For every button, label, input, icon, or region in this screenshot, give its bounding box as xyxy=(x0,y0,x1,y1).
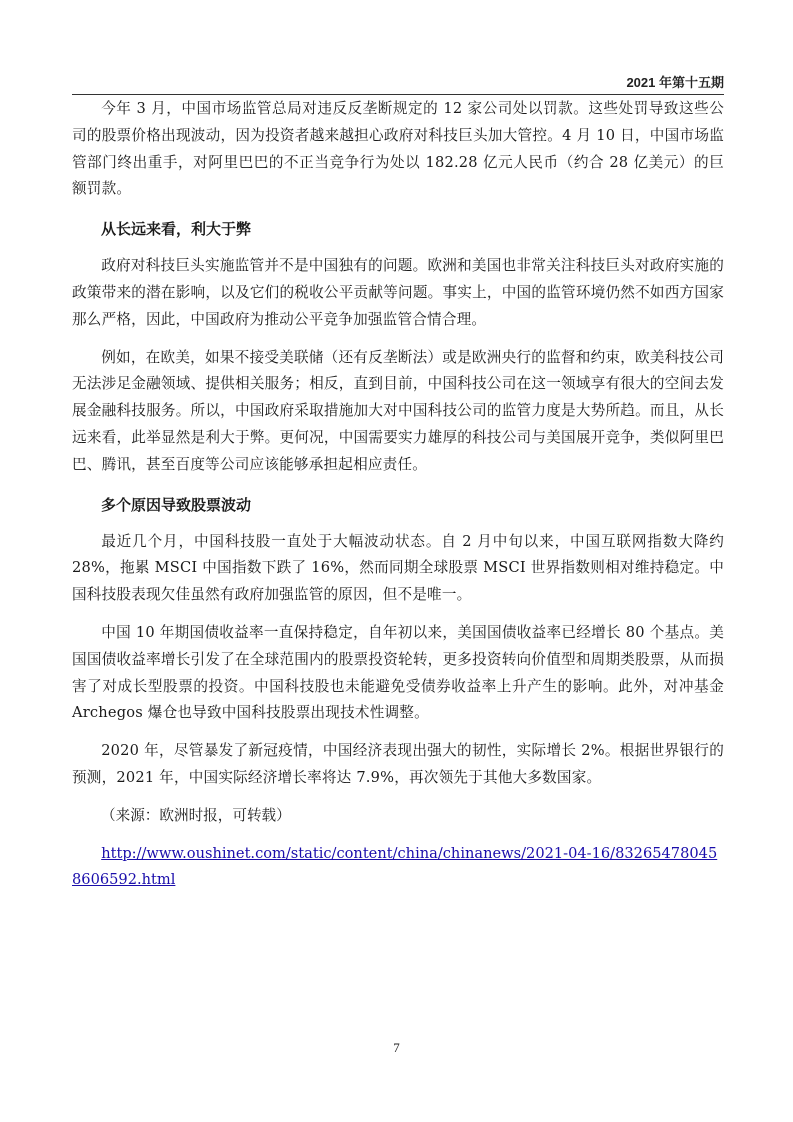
article-body xyxy=(72,96,724,894)
paragraph-regulation: 政府对科技巨头实施监管并不是中国独有的问题。欧洲和美国也非常关注科技巨头对政府实施的政策带来的潜在影响，以及它们的税收公平贡献等问题。事实上，中国的监管环境仍然不如西方国家那么严格，因此，中国政府为推动公平竞争加强监管合情合理。 xyxy=(72,257,724,328)
issue-label: 2021 年第十五期 xyxy=(626,75,724,90)
section-heading-long-term: 从长远来看，利大于弊 xyxy=(101,220,252,239)
paragraph-fines: 今年 3 月，中国市场监管总局对违反反垄断规定的 12 家公司处以罚款。这些处罚导致这些公司的股票价格出现波动，因为投资者越来越担心政府对科技巨头加大管控。4 月 10 日，中国市场监管部门终出重手，对阿里巴巴的不正当竞争行为处以 182.28 亿元人民币（约合 28 亿美元）的巨额罚款。 xyxy=(72,100,724,198)
page-header xyxy=(72,70,724,95)
paragraph-tech-stocks: 最近几个月，中国科技股一直处于大幅波动状态。自 2 月中旬以来，中国互联网指数大降约 28%，拖累 MSCI 中国指数下跌了 16%，然而同期全球股票 MSCI 世界指数则相对维持稳定。中国科技股表现欠佳虽然有政府加强监管的原因，但不是唯一。 xyxy=(72,532,724,604)
section-heading-volatility: 多个原因导致股票波动 xyxy=(101,495,252,514)
source-link[interactable]: http://www.oushinet.com/static/content/china/chinanews/2021-04-16/832654780458606592.html xyxy=(72,844,718,889)
page-number: 7 xyxy=(393,1040,400,1055)
paragraph-bond-yields: 中国 10 年期国债收益率一直保持稳定，自年初以来，美国国债收益率已经增长 80 个基点。美国国债收益率增长引发了在全球范围内的股票投资轮转，更多投资转向价值型和周期类股票，从而损害了对成长型股票的投资。中国科技股也未能避免受债券收益率上升产生的影响。此外，对冲基金 Archegos 爆仓也导致中国科技股票出现技术性调整。 xyxy=(72,623,724,722)
paragraph-growth: 2020 年，尽管暴发了新冠疫情，中国经济表现出强大的韧性，实际增长 2%。根据世界银行的预测，2021 年，中国实际经济增长率将达 7.9%，再次领先于其他大多数国家。 xyxy=(72,742,724,786)
source-link-paragraph xyxy=(72,841,724,894)
source-note: （来源：欧洲时报，可转载） xyxy=(101,806,291,824)
paragraph-example: 例如，在欧美，如果不接受美联储（还有反垄断法）或是欧洲央行的监督和约束，欧美科技公司无法涉足金融领域、提供相关服务；相反，直到目前，中国科技公司在这一领域享有很大的空间去发展金融科技服务。所以，中国政府采取措施加大对中国科技公司的监管力度是大势所趋。而且，从长远来看，此举显然是利大于弊。更何况，中国需要实力雄厚的科技公司与美国展开竞争，类似阿里巴巴、腾讯，甚至百度等公司应该能够承担起相应责任。 xyxy=(72,348,724,473)
